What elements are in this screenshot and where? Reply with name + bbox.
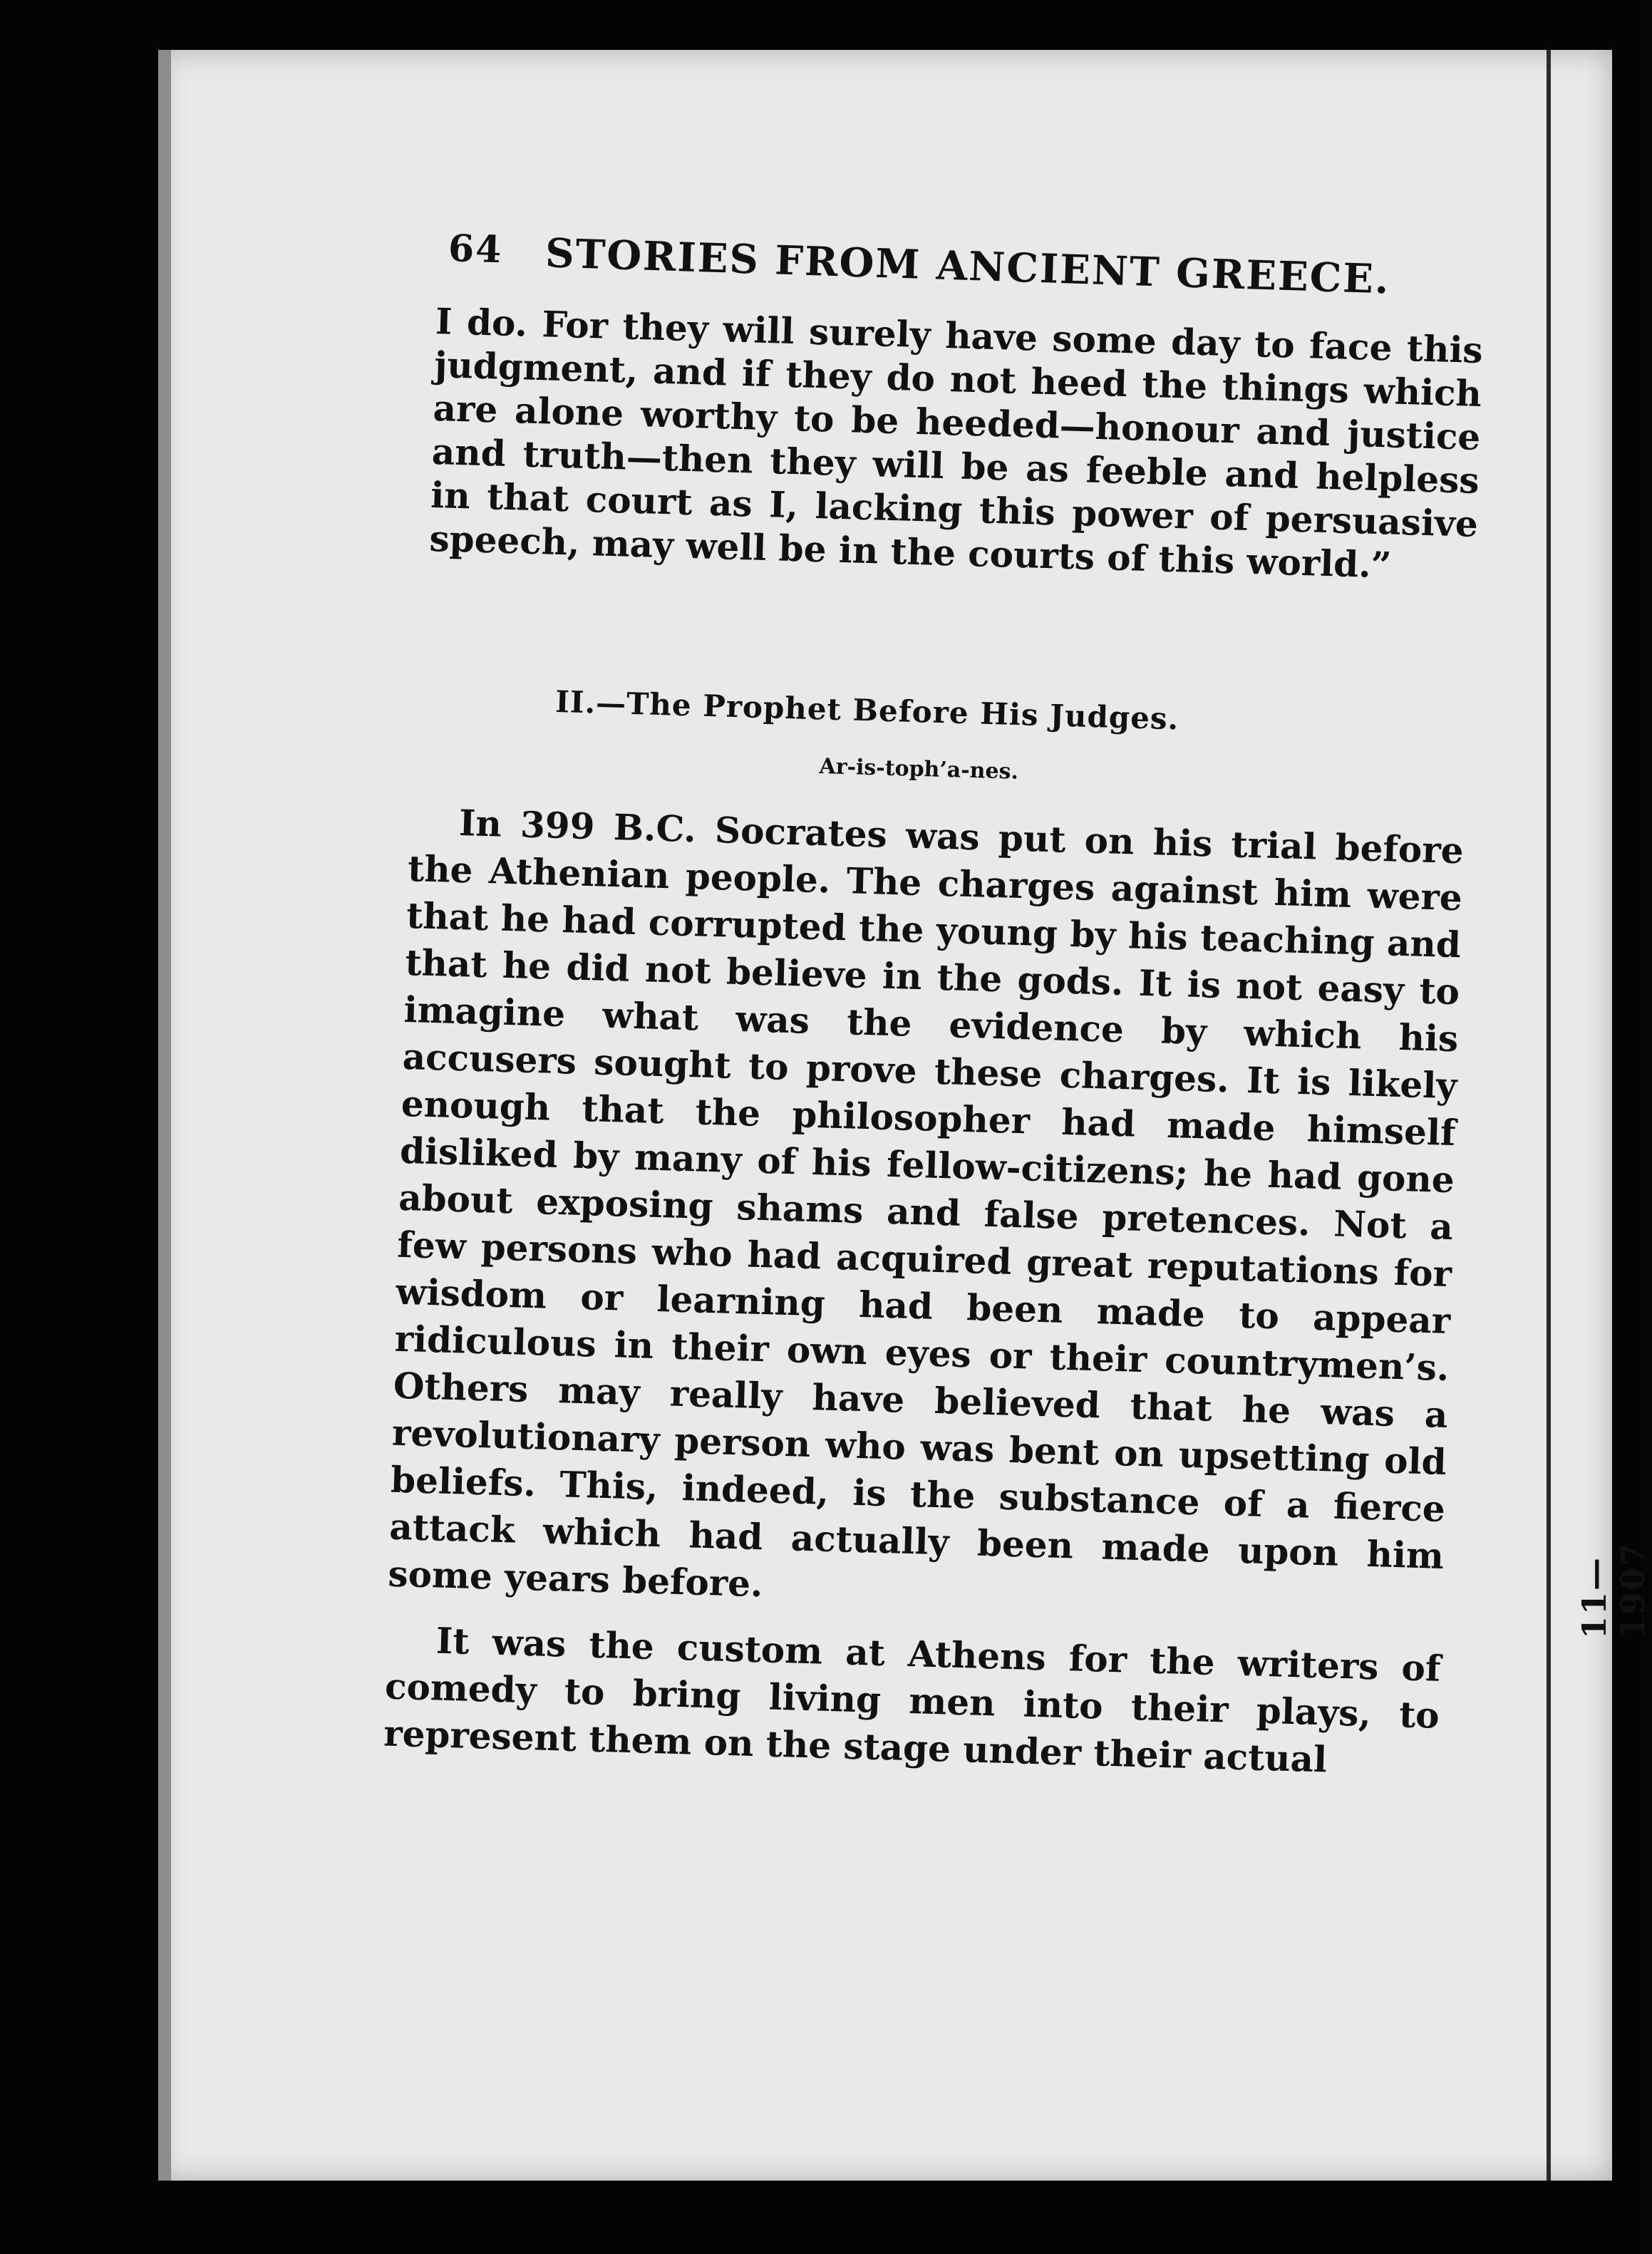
- paragraph-2: It was the custom at Athens for the writers of comedy to bring living men into their plays, to represent them on the stage under their actual: [383, 1619, 1442, 1781]
- page-fold-line: [1547, 50, 1551, 2181]
- paragraph-1: In 399 B.C. Socrates was put on his trial before the Athenian people. The charges against him were that he had corrupted the young by his teaching and that he did not believe in the gods. It is not easy to imagine what was the evidence by which his accusers sought to prove these charges. It is likely enough that the philosopher had made himself disliked by many of his fellow-citizens; he had gone about exposing shams and false pretences. Not a few persons who had acquired great reputations for wisdom or learning had been made to appear ridiculous in their own eyes or their countrymen’s. Others may really have believed that he was a revolutionary person who was bent on upsetting old beliefs. This, indeed, is the substance of a fierce attack which had actually been made upon him some years before.: [387, 801, 1465, 1606]
- continuation-paragraph: [429, 299, 1484, 589]
- continuation-text: I do. For they will surely have some day to face this judgment, and if they do not heed the things which are alone worthy to be heeded—honour and justice and truth—then they will be as feeble and helpless in that court as I, lacking this power of persuasive speech, may well be in the courts of this world.”: [428, 299, 1484, 586]
- page-binding-edge: [158, 50, 171, 2181]
- section-body: [383, 798, 1464, 1787]
- margin-date-stamp: 11—1907: [1575, 1541, 1652, 1639]
- page-number: 64: [448, 227, 504, 272]
- pronunciation-note: Ar-is-toph’a-nes.: [819, 754, 1019, 785]
- running-head-title: STORIES FROM ANCIENT GREECE.: [544, 229, 1391, 304]
- section-heading: II.—The Prophet Before His Judges.: [554, 684, 1179, 737]
